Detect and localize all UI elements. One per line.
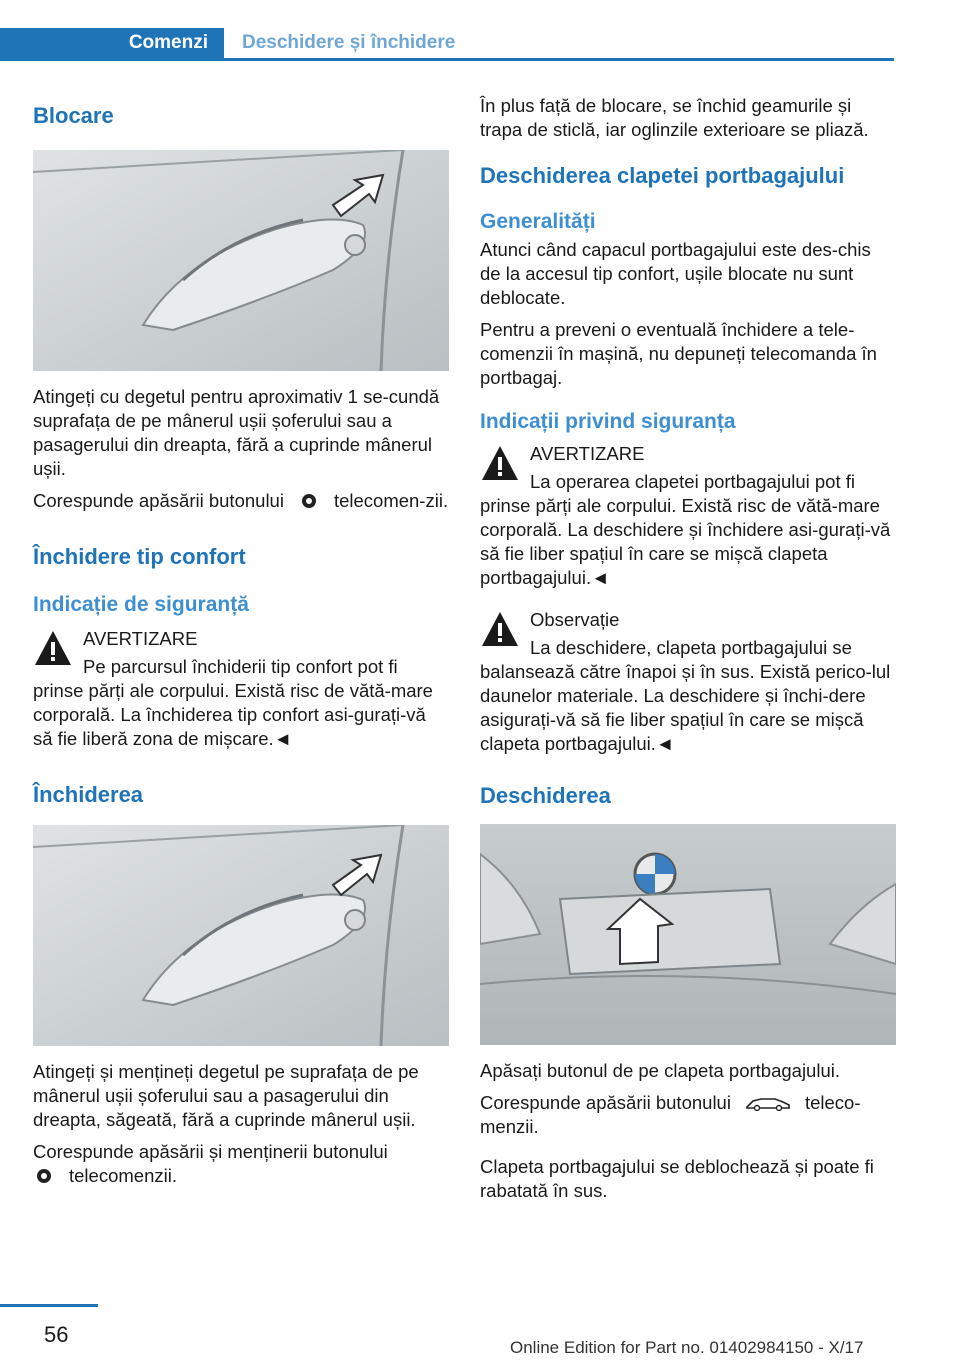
paragraph-generalitati-1: Atunci când capacul portbagajului este des-chis de la accesul tip confort, ușile blocate nu sunt deblocate.	[480, 239, 871, 308]
paragraph-blocare-button	[33, 489, 449, 513]
trunk-lid-illustration	[480, 824, 896, 1045]
heading-inchiderea: Închiderea	[33, 782, 144, 807]
text-corespunde-mentinere: Corespunde apăsării și menținerii butonului	[33, 1141, 388, 1162]
warning-text-2: La operarea clapetei portbagajului pot fi prinse părți ale corpului. Există risc de vătă-mare corporală. La deschidere și închidere asi-gurați-vă să fie liber spațiul în care se mișcă clapeta portbagajului.◄	[480, 471, 891, 588]
heading-indicatii-siguranta: Indicații privind siguranța	[480, 410, 736, 433]
text-corespunde-trunk: Corespunde apăsării butonului	[480, 1092, 731, 1113]
text-telecomenzii-2: telecomenzii.	[69, 1165, 177, 1186]
paragraph-deschiderea-3: Clapeta portbagajului se deblochează și poate fi rabatată în sus.	[480, 1156, 874, 1201]
lock-button-icon-2	[33, 1166, 55, 1182]
note-title: Observație	[530, 609, 620, 630]
heading-inchidere-confort: Închidere tip confort	[33, 544, 246, 569]
paragraph-deschiderea-2	[480, 1091, 896, 1139]
paragraph-plus-fata: În plus față de blocare, se închid geamurile și trapa de sticlă, iar oglinzile exterioare se pliază.	[480, 95, 869, 140]
page-header	[0, 0, 894, 62]
warning-triangle-icon-3	[480, 610, 520, 648]
page-number: 56	[44, 1322, 69, 1347]
right-column	[480, 95, 896, 1203]
warning-block-clapeta	[480, 442, 896, 590]
door-handle-illustration	[33, 150, 449, 371]
warning-triangle-icon	[33, 629, 73, 667]
lock-button-icon	[298, 491, 320, 507]
paragraph-inchiderea: Atingeți și mențineți degetul pe suprafața de pe mânerul ușii șoferului sau a pasagerului din dreapta, săgeată, fără a cuprinde mânerul ușii.	[33, 1061, 419, 1130]
heading-indicatie-siguranta: Indicație de siguranță	[33, 593, 249, 616]
warning-title: AVERTIZARE	[83, 628, 198, 649]
footer-rule	[0, 1304, 98, 1307]
edition-note: Online Edition for Part no. 01402984150 - X/17	[510, 1338, 864, 1357]
warning-text: Pe parcursul închiderii tip confort pot fi prinse părți ale corpului. Există risc de vătă-mare corporală. La închiderea tip confort asi-gurați-vă să fie liberă zona de mișcare.◄	[33, 656, 433, 749]
door-handle-lock-image	[33, 150, 449, 371]
text-telecomenzii-trunk: teleco-menzii.	[480, 1092, 861, 1137]
warning-block-confort	[33, 627, 449, 751]
note-block-clapeta	[480, 608, 896, 756]
heading-deschiderea: Deschiderea	[480, 783, 611, 808]
heading-blocare: Blocare	[33, 103, 114, 128]
text-corespunde: Corespunde apăsării butonului	[33, 490, 284, 511]
paragraph-generalitati-2: Pentru a preveni o eventuală închidere a tele-comenzii în mașină, nu depuneți telecomanda în portbagaj.	[480, 319, 877, 388]
left-column	[33, 96, 449, 1188]
heading-generalitati: Generalități	[480, 210, 596, 233]
section-tab-active[interactable]: Comenzi	[0, 28, 224, 58]
paragraph-deschiderea-1: Apăsați butonul de pe clapeta portbagajului.	[480, 1060, 840, 1081]
car-trunk-button-icon	[745, 1093, 791, 1109]
warning-triangle-icon-2	[480, 444, 520, 482]
heading-deschiderea-clapetei: Deschiderea clapetei portbagajului	[480, 163, 845, 188]
paragraph-blocare: Atingeți cu degetul pentru aproximativ 1 se-cundă suprafața de pe mânerul ușii șoferului sau a pasagerului din dreapta, fără a cuprinde mânerul ușii.	[33, 386, 440, 479]
trunk-lid-image	[480, 824, 896, 1045]
text-telecomenzii: telecomen-zii.	[333, 490, 449, 511]
header-rule	[0, 58, 894, 61]
section-tab-inactive[interactable]: Deschidere și închidere	[242, 32, 456, 53]
paragraph-inchiderea-button	[33, 1140, 449, 1188]
note-text: La deschidere, clapeta portbagajului se balansează către înapoi și în sus. Există perico-lul daunelor materiale. La deschidere și închi-dere asigurați-vă să fie liber spațiul în care se mișcă clapeta portbagajului.◄	[480, 637, 891, 754]
door-handle-close-image	[33, 825, 449, 1046]
warning-title-2: AVERTIZARE	[530, 443, 645, 464]
door-handle-illustration-2	[33, 825, 449, 1046]
